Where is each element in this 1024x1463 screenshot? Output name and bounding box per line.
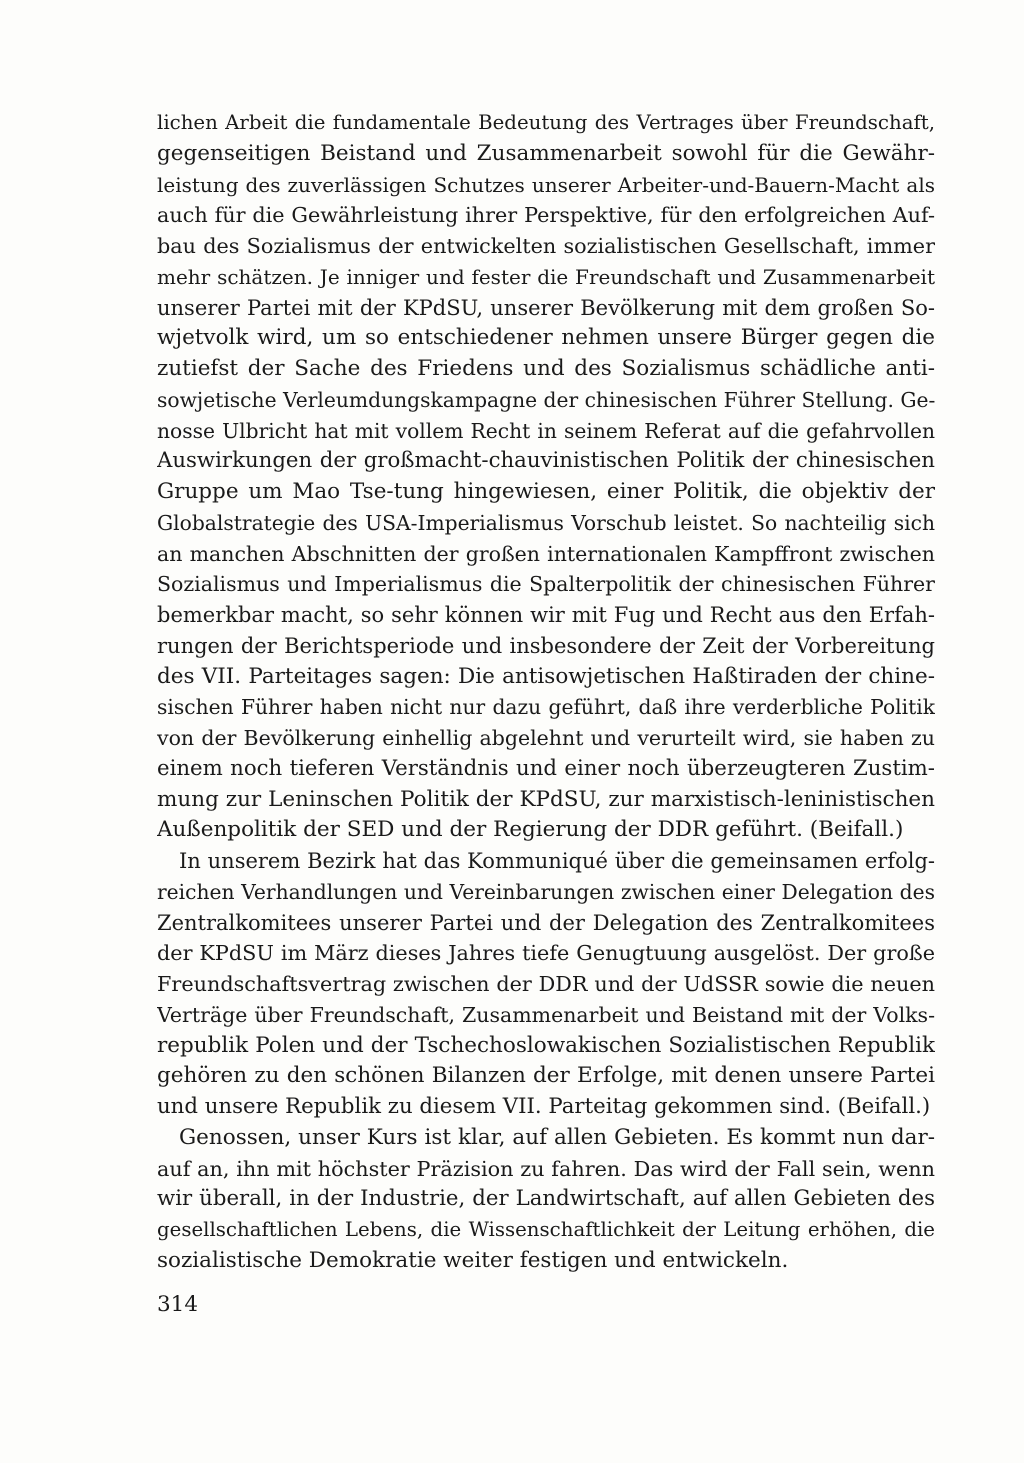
text-line: der KPdSU im März dieses Jahres tiefe Genugtuung ausgelöst. Der große <box>157 941 935 966</box>
text-line: Gruppe um Mao Tse-tung hingewiesen, einer Politik, die objektiv der <box>157 479 935 504</box>
text-line: zutiefst der Sache des Friedens und des Sozialismus schädliche anti- <box>157 356 935 381</box>
text-line: sowjetische Verleumdungskampagne der chinesischen Führer Stellung. Ge- <box>157 387 935 412</box>
text-line: mung zur Leninschen Politik der KPdSU, zur marxistisch-leninistischen <box>157 786 935 812</box>
text-line: reichen Verhandlungen und Vereinbarungen zwischen einer Delegation des <box>157 879 935 904</box>
text-line: bemerkbar macht, so sehr können wir mit Fug und Recht aus den Erfah- <box>157 603 935 627</box>
text-line: republik Polen und der Tschechoslowakischen Sozialistischen Republik <box>157 1032 935 1058</box>
text-line: mehr schätzen. Je inniger und fester die Freundschaft und Zusammenarbeit <box>157 264 935 289</box>
paragraph <box>157 108 935 846</box>
text-line: Außenpolitik der SED und der Regierung der DDR geführt. (Beifall.) <box>157 817 904 843</box>
text-line: gegenseitigen Beistand und Zusammenarbeit sowohl für die Gewähr- <box>157 140 935 166</box>
paragraph <box>157 1123 935 1277</box>
text-line: leistung des zuverlässigen Schutzes unserer Arbeiter-und-Bauern-Macht als <box>157 172 935 197</box>
text-line: rungen der Berichtsperiode und insbesondere der Zeit der Vorbereitung <box>157 633 935 658</box>
text-line: In unserem Bezirk hat das Kommuniqué über die gemeinsamen erfolg- <box>179 849 935 873</box>
text-line: an manchen Abschnitten der großen internationalen Kampffront zwischen <box>157 541 935 566</box>
text-line: Freundschaftsvertrag zwischen der DDR und der UdSSR sowie die neuen <box>157 972 935 996</box>
text-line: lichen Arbeit die fundamentale Bedeutung des Vertrages über Freundschaft, <box>157 111 935 134</box>
text-line: wir überall, in der Industrie, der Landwirtschaft, auf allen Gebieten des <box>157 1186 935 1212</box>
text-line: von der Bevölkerung einhellig abgelehnt und verurteilt wird, sie haben zu <box>157 726 935 750</box>
text-line: unserer Partei mit der KPdSU, unserer Bevölkerung mit dem großen So- <box>157 295 935 320</box>
text-line: nosse Ulbricht hat mit vollem Recht in seinem Referat auf die gefahrvollen <box>157 418 935 443</box>
text-line: Zentralkomitees unserer Partei und der Delegation des Zentralkomitees <box>157 910 935 935</box>
text-line: auch für die Gewährleistung ihrer Perspektive, für den erfolgreichen Auf- <box>157 203 935 228</box>
text-line: Auswirkungen der großmacht-chauvinistischen Politik der chinesischen <box>157 448 935 474</box>
text-line: gesellschaftlichen Lebens, die Wissenschaftlichkeit der Leitung erhöhen, die <box>157 1218 935 1241</box>
text-line: Sozialismus und Imperialismus die Spalterpolitik der chinesischen Führer <box>157 572 935 597</box>
text-line: Globalstrategie des USA-Imperialismus Vorschub leistet. So nachteilig sich <box>157 510 935 535</box>
text-line: sozialistische Demokratie weiter festigen und entwickeln. <box>157 1247 789 1273</box>
paragraph <box>157 846 935 1123</box>
text-line: des VII. Parteitages sagen: Die antisowjetischen Haßtiraden der chine- <box>157 663 935 689</box>
text-line: und unsere Republik zu diesem VII. Parteitag gekommen sind. (Beifall.) <box>157 1094 931 1119</box>
text-line: sischen Führer haben nicht nur dazu geführt, daß ihre verderbliche Politik <box>157 695 935 720</box>
text-line: wjetvolk wird, um so entschiedener nehmen unsere Bürger gegen die <box>157 325 935 351</box>
page-number: 314 <box>157 1292 199 1317</box>
text-line: auf an, ihn mit höchster Präzision zu fahren. Das wird der Fall sein, wenn <box>157 1156 935 1181</box>
text-line: einem noch tieferen Verständnis und einer noch überzeugteren Zustim- <box>157 755 935 781</box>
body-text <box>157 108 935 1277</box>
text-line: Genossen, unser Kurs ist klar, auf allen Gebieten. Es kommt nun dar- <box>179 1124 935 1150</box>
text-line: bau des Sozialismus der entwickelten sozialistischen Gesellschaft, immer <box>157 234 935 258</box>
text-line: gehören zu den schönen Bilanzen der Erfolge, mit denen unsere Partei <box>157 1063 935 1089</box>
text-line: Verträge über Freundschaft, Zusammenarbeit und Beistand mit der Volks- <box>157 1002 935 1027</box>
